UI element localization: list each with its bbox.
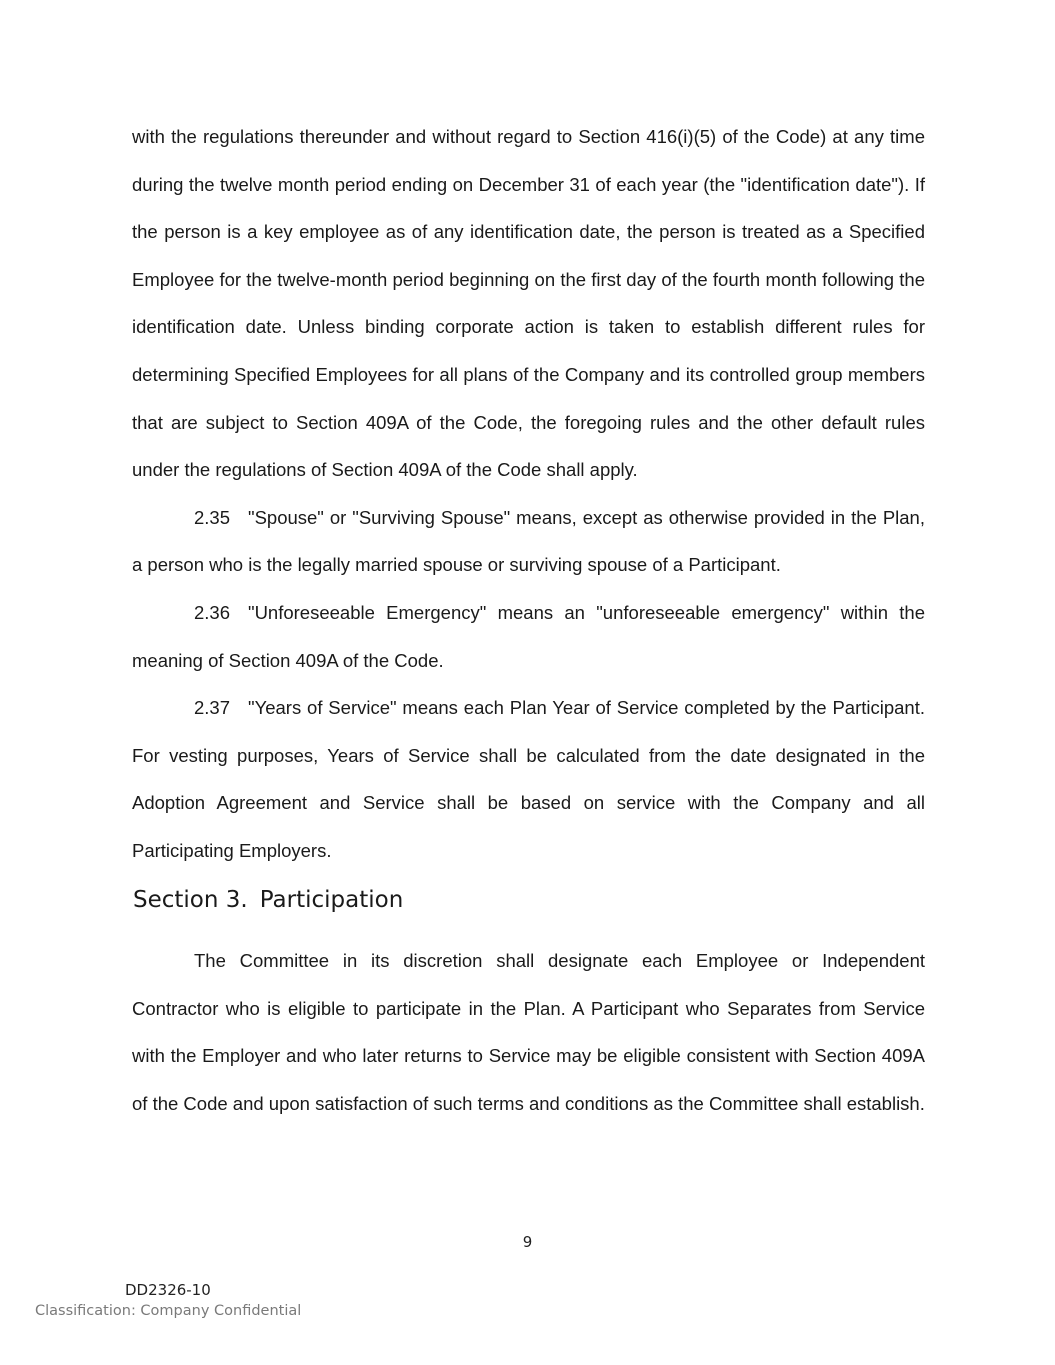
paragraph-participation: The Committee in its discretion shall designate each Employee or Independent Contractor who is eligible to participate in the Plan. A Participant who Separates from Service with the Employer and who later returns to Service may be eligible consistent with Section 409A of the Code and upon satisfaction of such terms and conditions as the Committee shall establish. <box>132 950 925 1114</box>
definition-text: "Spouse" or "Surviving Spouse" means, except as otherwise provided in the Plan, a person who is the legally married spouse or surviving spouse of a Participant. <box>132 506 925 576</box>
definition-2-35 <box>132 494 925 589</box>
classification-label: Classification: Company Confidential <box>35 1303 302 1319</box>
paragraph-specified-employee-continuation: with the regulations thereunder and without regard to Section 416(i)(5) of the Code) at any time during the twelve month period ending on December 31 of each year (the "identification date"). If the person is a key employee as of any identification date, the person is treated as a Specified Employee for the twelve-month period beginning on the first day of the fourth month following the identification date. Unless binding corporate action is taken to establish different rules for determining Specified Employees for all plans of the Company and its controlled group members that are subject to Section 409A of the Code, the foregoing rules and the other default rules under the regulations of Section 409A of the Code shall apply. <box>132 126 925 481</box>
body-text-upper <box>132 113 925 875</box>
page-number: 9 <box>522 1233 533 1251</box>
definition-number: 2.36 <box>194 601 231 623</box>
definition-2-36 <box>132 589 925 684</box>
section-label: Section 3. <box>133 887 248 913</box>
definition-text: "Years of Service" means each Plan Year of Service completed by the Participant. For vesting purposes, Years of Service shall be calculated from the date designated in the Adoption Agreement and Service shall be based on service with the Company and all Participating Employers. <box>132 697 925 861</box>
definition-number: 2.37 <box>194 697 231 719</box>
body-text-lower <box>132 937 925 1127</box>
definition-2-37 <box>132 684 925 874</box>
section-title: Participation <box>259 887 404 913</box>
section-heading <box>133 880 403 920</box>
definition-number: 2.35 <box>194 506 231 528</box>
document-id: DD2326-10 <box>125 1281 211 1299</box>
definition-text: "Unforeseeable Emergency" means an "unforeseeable emergency" within the meaning of Section 409A of the Code. <box>132 601 925 671</box>
